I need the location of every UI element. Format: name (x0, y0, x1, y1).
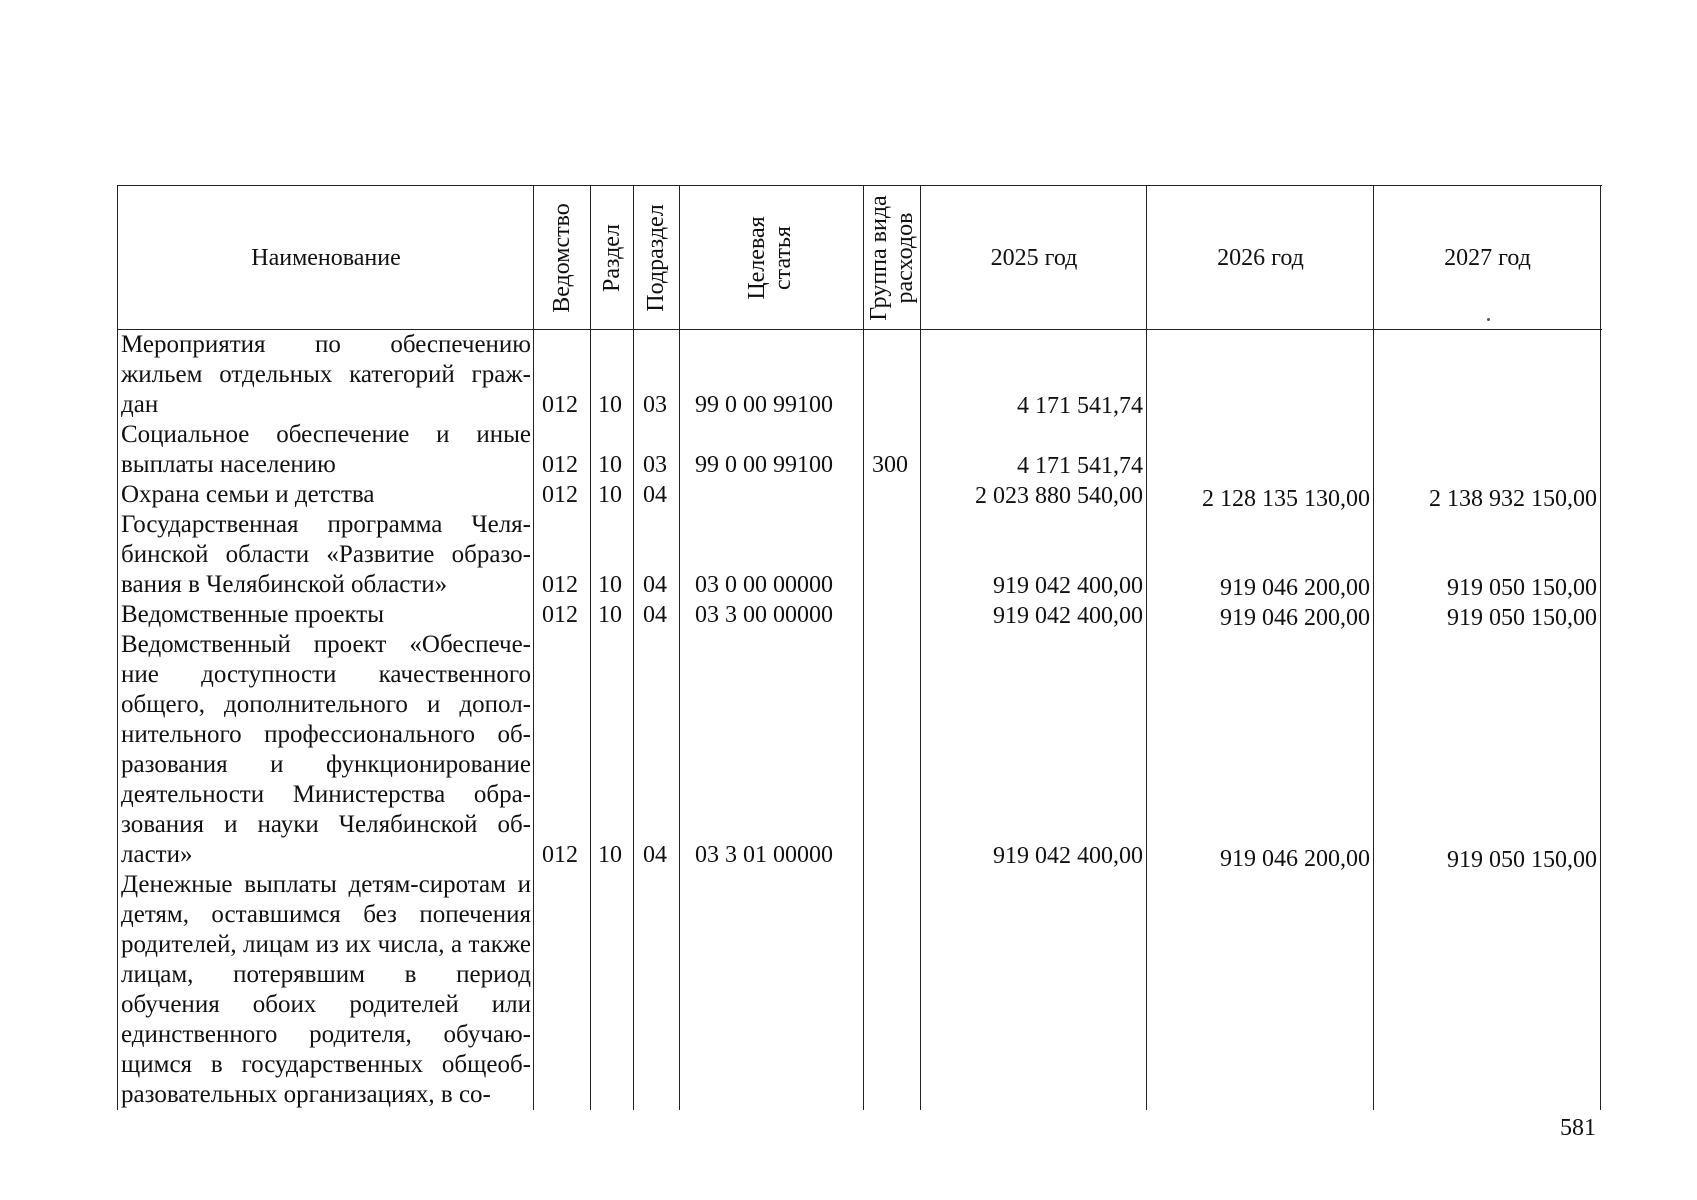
col-divider-cs (863, 185, 864, 1110)
row-0-cs: 99 0 00 99100 (695, 392, 833, 418)
row-2-name: Охрана семьи и детства (121, 481, 375, 508)
row-0-ved: 012 (542, 392, 578, 418)
row-0-2025: 4 171 541,74 (1017, 393, 1143, 419)
header-2027-label: 2027 год (1444, 245, 1531, 271)
header-2026 (1148, 187, 1373, 329)
header-2025-label: 2025 год (990, 245, 1078, 271)
header-podrazdel: Подраздел (643, 204, 669, 312)
header-2027 (1375, 187, 1600, 329)
header-name (119, 187, 533, 329)
row-5-cs: 03 3 01 00000 (695, 842, 833, 868)
col-divider-razdel (633, 185, 634, 1110)
row-1-razdel: 10 (598, 452, 622, 478)
row-3-ved: 012 (542, 572, 578, 598)
row-1-name: Социальное обеспечение и иные выплаты населению (121, 421, 531, 478)
header-2026-label: 2026 год (1217, 245, 1304, 271)
row-3-2027: 919 050 150,00 (1447, 575, 1597, 601)
col-divider-ved (590, 185, 591, 1110)
row-5-ved: 012 (542, 842, 578, 868)
row-2-2027: 2 138 932 150,00 (1429, 486, 1597, 512)
row-3-razdel: 10 (598, 572, 622, 598)
row-5-podrazdel: 04 (643, 842, 667, 868)
row-3-2026: 919 046 200,00 (1220, 575, 1370, 601)
row-1-vr: 300 (872, 452, 908, 478)
stray-dot (1487, 318, 1490, 321)
header-celevaya-line1: Целевая (744, 216, 770, 300)
header-name-label: Наименование (251, 245, 401, 271)
header-gruppa-line1: Группа вида (866, 195, 892, 321)
row-4-ved: 012 (542, 602, 578, 628)
table-left-border (117, 185, 118, 1110)
row-2-2025: 2 023 880 540,00 (975, 483, 1143, 509)
row-4-2026: 919 046 200,00 (1220, 605, 1370, 631)
header-razdel: Раздел (599, 224, 625, 292)
row-4-2025: 919 042 400,00 (993, 603, 1143, 629)
row-5-name: Ведомственный проект «Обеспече-ние доступности качественного общего, дополнительного и допол-нительного профессионального об-разования и функционирование деятельности Министерства обра-зования и науки Челябинской об-ласти» (121, 631, 531, 868)
row-1-ved: 012 (542, 452, 578, 478)
row-4-name: Ведомственные проекты (121, 601, 385, 628)
page-number: 581 (1560, 1115, 1596, 1141)
row-4-2027: 919 050 150,00 (1447, 605, 1597, 631)
row-6-name: Денежные выплаты детям-сиротам и детям, оставшимся без попечения родителей, лицам из их числа, а также лицам, потерявшим в период обучения обоих родителей или единственного родителя, обучаю-щимся в государственных общеоб-разовательных организациях, в со- (121, 871, 531, 1108)
row-4-cs: 03 3 00 00000 (695, 602, 833, 628)
row-2-podrazdel: 04 (643, 482, 667, 508)
row-0-razdel: 10 (598, 392, 622, 418)
col-divider-vr (920, 185, 921, 1110)
row-0-podrazdel: 03 (643, 392, 667, 418)
row-3-name: Государственная программа Челя-бинской области «Развитие образо-вания в Челябинской области» (121, 511, 531, 598)
header-2025 (922, 187, 1146, 329)
row-5-2026: 919 046 200,00 (1220, 846, 1370, 872)
row-5-2025: 919 042 400,00 (993, 843, 1143, 869)
row-3-podrazdel: 04 (643, 572, 667, 598)
row-3-2025: 919 042 400,00 (993, 573, 1143, 599)
col-divider-name (533, 185, 534, 1110)
row-5-razdel: 10 (598, 842, 622, 868)
header-gruppa (866, 188, 918, 328)
row-1-cs: 99 0 00 99100 (695, 452, 833, 478)
row-0-name: Мероприятия по обеспечению жильем отдельных категорий граж-дан (121, 331, 531, 418)
row-5-2027: 919 050 150,00 (1447, 847, 1597, 873)
header-vedomstvo: Ведомство (549, 203, 575, 313)
row-1-2025: 4 171 541,74 (1017, 453, 1143, 479)
header-celevaya-line2: статья (770, 226, 796, 290)
row-1-podrazdel: 03 (643, 452, 667, 478)
row-2-ved: 012 (542, 482, 578, 508)
table-top-border (117, 185, 1602, 186)
row-2-razdel: 10 (598, 482, 622, 508)
header-celevaya (744, 188, 796, 328)
row-2-2026: 2 128 135 130,00 (1202, 486, 1370, 512)
col-divider-2026 (1373, 185, 1374, 1110)
col-divider-podrazdel (679, 185, 680, 1110)
row-4-razdel: 10 (598, 602, 622, 628)
col-divider-2025 (1146, 185, 1147, 1110)
row-4-podrazdel: 04 (643, 602, 667, 628)
row-3-cs: 03 0 00 00000 (695, 572, 833, 598)
header-gruppa-line2: расходов (892, 212, 918, 304)
table-right-border (1600, 185, 1601, 1110)
